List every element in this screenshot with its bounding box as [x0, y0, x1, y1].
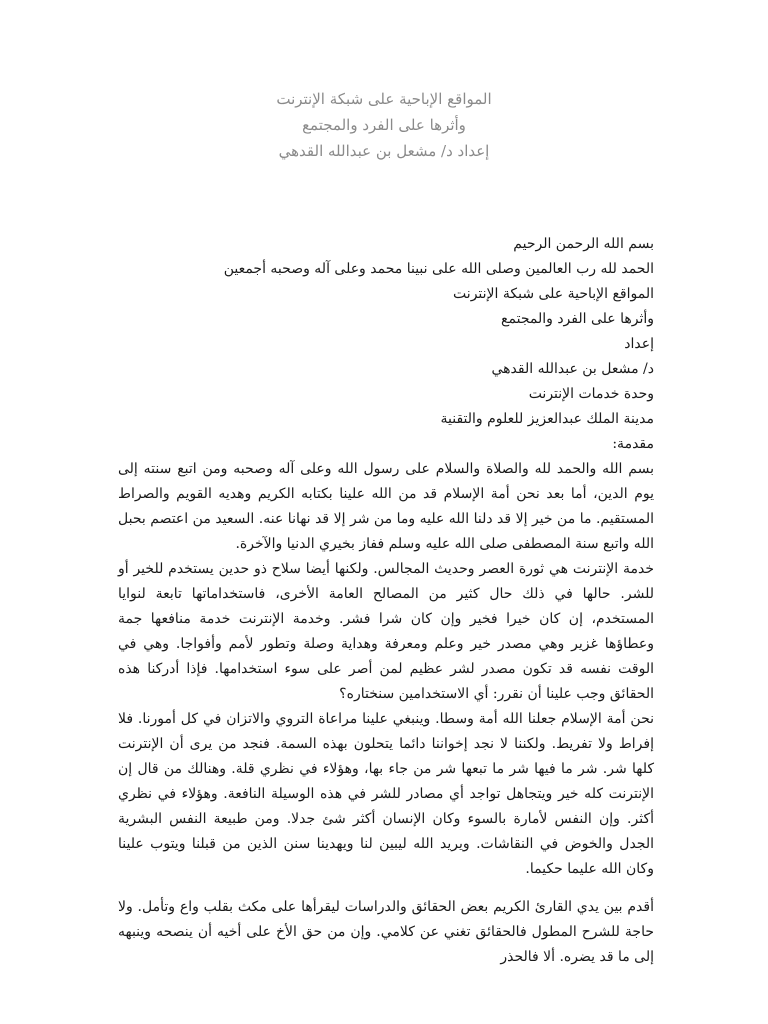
- author-name: د/ مشعل بن عبدالله القدهي: [491, 361, 654, 377]
- prepared-by-label: إعداد: [624, 336, 654, 352]
- basmala: بسم الله الرحمن الرحيم: [513, 236, 654, 252]
- institution-name: مدينة الملك عبدالعزيز للعلوم والتقنية: [440, 411, 654, 427]
- paragraph-4: أقدم بين يدي القارئ الكريم بعض الحقائق والدراسات ليقرأها على مكث بقلب واع وتأمل. ولا حاجة للشرح المطول فالحقائق تغني عن كلامي. وإن من حق الأخ على أخيه أن ينصحه وينبهه إلى ما قد يضره. ألا فالحذر: [118, 899, 654, 965]
- paragraph-2: خدمة الإنترنت هي ثورة العصر وحديث المجالس. ولكنها أيضا سلاح ذو حدين يستخدم للخير أو للشر. حالها في ذلك حال كثير من المصالح العامة الأخرى، فاستخداماتها تابعة لنوايا المستخدم، إن كان خيرا فخير وإن كان شرا فشر. وخدمة الإنترنت خدمة منافعها جمة وعطاؤها غزير وهي مصدر خير وعلم ومعرفة وهداية وصلة وتطور لأمم وأفواجا. وهي في الوقت نفسه قد تكون مصدر لشر عظيم لمن أصر على سوء استخدامها. فإذا أدركنا هذه الحقائق وجب علينا أن نقرر: أي الاستخدامين سنختاره؟: [118, 561, 654, 702]
- title-block: [0, 86, 768, 164]
- title-line-1: المواقع الإباحية على شبكة الإنترنت: [276, 90, 492, 108]
- intro-heading: مقدمة:: [612, 436, 654, 452]
- paragraph-1: بسم الله والحمد لله والصلاة والسلام على رسول الله وعلى آله وصحبه ومن اتبع سنته إلى يوم الدين، أما بعد نحن أمة الإسلام قد من الله علينا بكتابه الكريم وهديه القويم والصراط المستقيم. ما من خير إلا قد دلنا الله عليه وما من شر إلا قد نهانا عنه. السعيد من اعتصم بحبل الله واتبع سنة المصطفى صلى الله عليه وسلم ففاز بخيري الدنيا والآخرة.: [118, 461, 654, 552]
- title-line-2: وأثرها على الفرد والمجتمع: [302, 116, 466, 134]
- unit-name: وحدة خدمات الإنترنت: [528, 386, 654, 402]
- document-body: [118, 232, 654, 970]
- topic-title-2: وأثرها على الفرد والمجتمع: [501, 311, 654, 327]
- title-line-3: إعداد د/ مشعل بن عبدالله القدهي: [278, 142, 490, 160]
- paragraph-3: نحن أمة الإسلام جعلنا الله أمة وسطا. وينبغي علينا مراعاة التروي والاتزان في كل أمورنا. فلا إفراط ولا تفريط. ولكننا لا نجد إخواننا دائما يتحلون بهذه السمة. فنجد من يرى أن الإنترنت كلها شر. شر ما فيها شر ما تبعها شر من جاء بها، وهؤلاء في نظري قلة. وهنالك من قال إن الإنترنت كله خير ويتجاهل تواجد أي مصادر للشر في هذه الوسيلة النافعة. وهؤلاء في نظري أكثر. وإن النفس لأمارة بالسوء وكان الإنسان أكثر شئ جدلا. ومن طبيعة النفس البشرية الجدل والخوض في النقاشات. ويريد الله ليبين لنا ويهدينا سنن الذين من قبلنا ويتوب علينا وكان الله عليما حكيما.: [118, 711, 654, 877]
- hamd-line: الحمد لله رب العالمين وصلى الله على نبينا محمد وعلى آله وصحبه أجمعين: [223, 261, 654, 277]
- topic-title-1: المواقع الإباحية على شبكة الإنترنت: [453, 286, 654, 302]
